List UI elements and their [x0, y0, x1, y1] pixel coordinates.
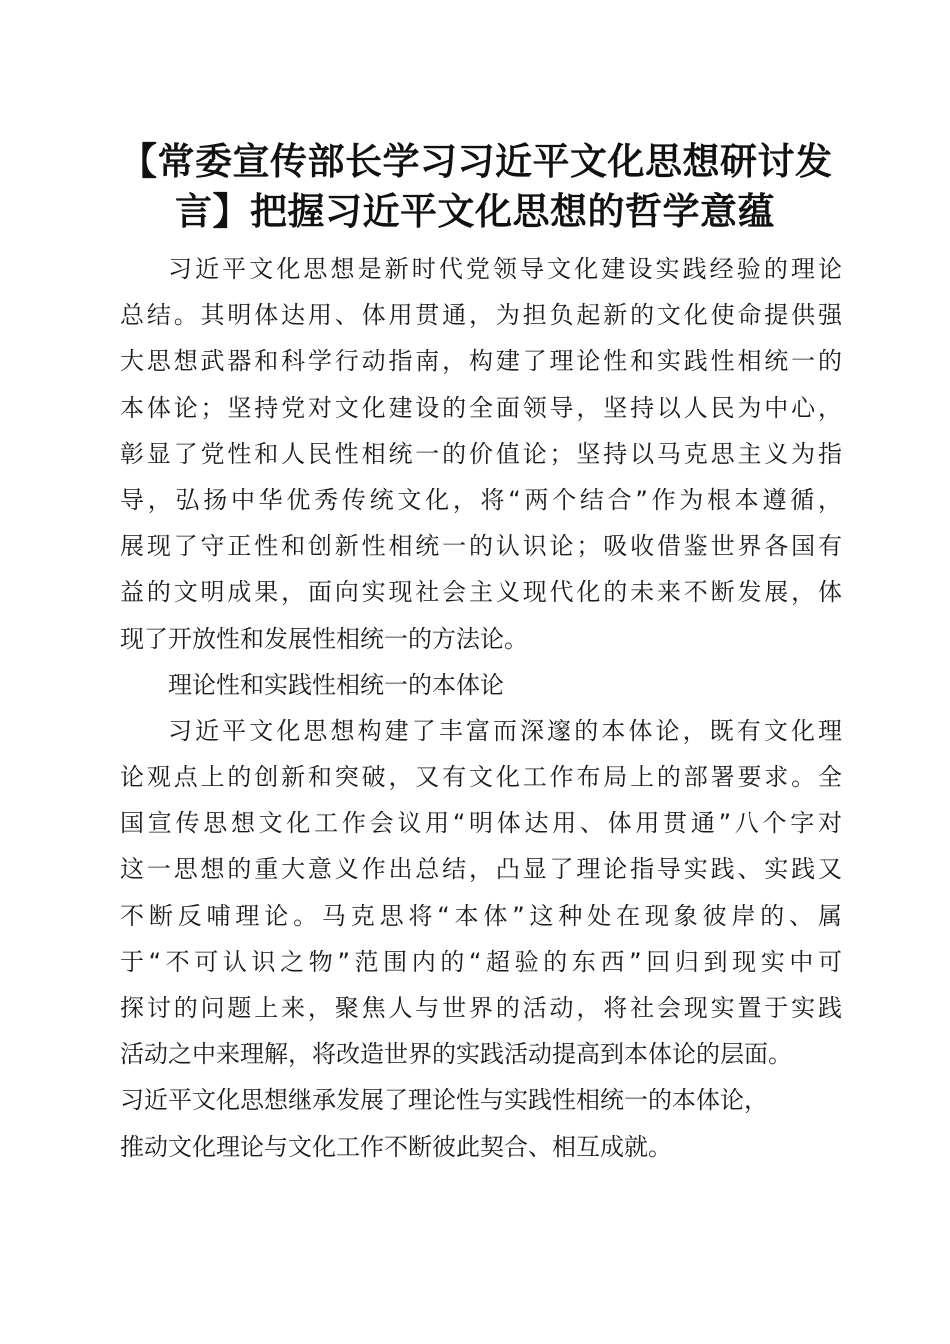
- paragraph-1-line: 本体论；坚持党对文化建设的全面领导，坚持以人民为中心，: [120, 393, 842, 422]
- section-heading: 理论性和实践性相统一的本体论: [168, 670, 504, 699]
- paragraph-2-line: 活动之中来理解，将改造世界的实践活动提高到本体论的层面。: [120, 1040, 792, 1069]
- paragraph-2-line: 探讨的问题上来，聚焦人与世界的活动，将社会现实置于实践: [120, 994, 842, 1022]
- paragraph-1-line: 总结。其明体达用、体用贯通，为担负起新的文化使命提供强: [120, 301, 842, 330]
- document-body: [120, 246, 842, 1170]
- paragraph-2-line: 论观点上的创新和突破，又有文化工作布局上的部署要求。全: [120, 763, 842, 792]
- paragraph-2-line: 这一思想的重大意义作出总结，凸显了理论指导实践、实践又: [120, 855, 842, 884]
- title-line-1: 【常委宣传部长学习习近平文化思想研讨发: [120, 139, 833, 183]
- paragraph-1-line: 现了开放性和发展性相统一的方法论。: [120, 624, 528, 653]
- paragraph-2-line: 于“不可认识之物”范围内的“超验的东西”回归到现实中可: [120, 947, 842, 976]
- paragraph-2-line: 推动文化理论与文化工作不断彼此契合、相互成就。: [120, 1132, 672, 1161]
- paragraph-2-line: 习近平文化思想继承发展了理论性与实践性相统一的本体论，: [120, 1086, 768, 1115]
- paragraph-2-line: 习近平文化思想构建了丰富而深邃的本体论，既有文化理: [168, 716, 842, 745]
- document-title: [120, 136, 833, 236]
- paragraph-2-line: 不断反哺理论。马克思将“本体”这种处在现象彼岸的、属: [120, 901, 842, 930]
- paragraph-1-line: 习近平文化思想是新时代党领导文化建设实践经验的理论: [168, 255, 842, 283]
- paragraph-2-line: 国宣传思想文化工作会议用“明体达用、体用贯通”八个字对: [120, 809, 842, 838]
- paragraph-1-line: 大思想武器和科学行动指南，构建了理论性和实践性相统一的: [120, 347, 842, 376]
- paragraph-1-line: 益的文明成果，面向实现社会主义现代化的未来不断发展，体: [120, 578, 842, 607]
- paragraph-1-line: 导，弘扬中华优秀传统文化，将“两个结合”作为根本遵循，: [120, 485, 842, 514]
- paragraph-1-line: 彰显了党性和人民性相统一的价值论；坚持以马克思主义为指: [120, 439, 842, 468]
- paragraph-1-line: 展现了守正性和创新性相统一的认识论；吸收借鉴世界各国有: [120, 532, 842, 561]
- title-line-2: 言】把握习近平文化思想的哲学意蕴: [175, 189, 775, 233]
